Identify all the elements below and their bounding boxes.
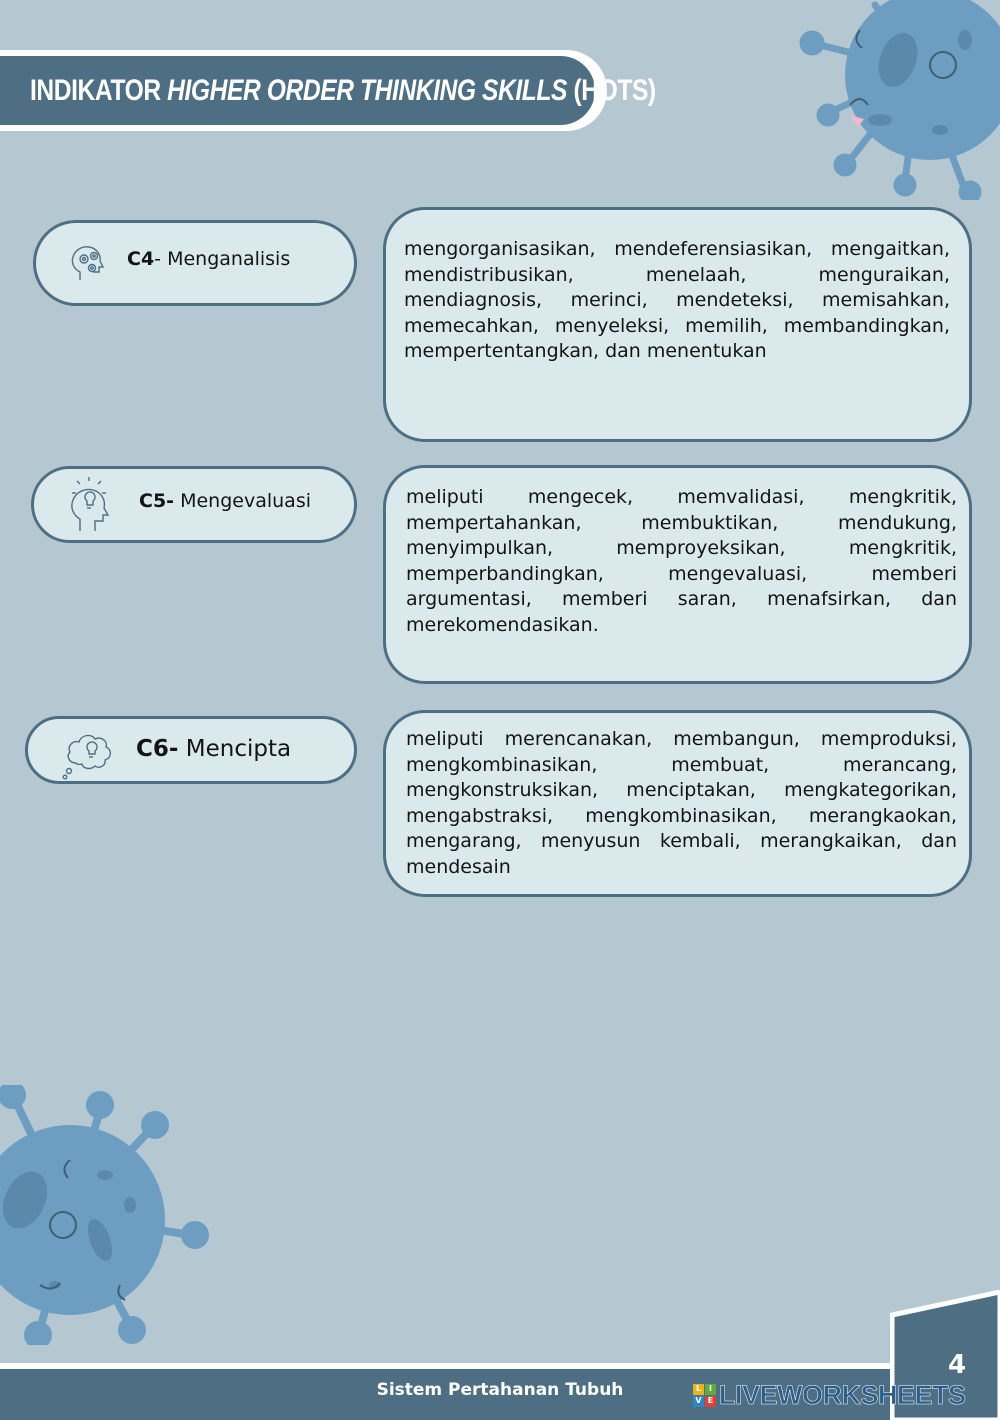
head-gears-icon: [68, 244, 108, 284]
level-code-c4: C4: [127, 248, 155, 270]
level-pill-c5: [31, 466, 357, 543]
page-number: 4: [947, 1350, 967, 1380]
page-title-italic: HIGHER ORDER THINKING SKILLS: [167, 73, 568, 107]
idea-cloud-icon: [62, 727, 120, 781]
footer-title: Sistem Pertahanan Tubuh: [376, 1380, 624, 1400]
head-lightbulb-icon: [66, 475, 110, 535]
level-pill-c6: [25, 716, 357, 784]
level-pill-c4: [33, 220, 357, 306]
description-c4: mengorganisasikan, mendeferensiasikan, mengaitkan, mendistribusikan, menelaah, menguraikan, mendiagnosis, merinci, mendeteksi, memisahkan, memecahkan, menyeleksi, memilih, membandingkan, mempertentangkan, dan menentukan: [404, 238, 950, 362]
title-banner: [0, 50, 656, 131]
description-c6: meliputi merencanakan, membangun, memproduksi, mengkombinasikan, membuat, merancang, mengkonstruksikan, menciptakan, mengkategorikan, mengabstraksi, mengkombinasikan, merangkaokan, mengarang, menyusun kembali, merangkaikan, dan mendesain: [406, 728, 957, 878]
liveworksheets-logo-icon: L I V E: [693, 1384, 716, 1407]
description-c5: meliputi mengecek, memvalidasi, mengkritik, mempertahankan, membuktikan, mendukung, menyimpulkan, memproyeksikan, mengkritik, memperbandingkan, mengevaluasi, memberi argumentasi, memberi saran, menafsirkan, dan merekomendasikan.: [406, 486, 957, 636]
level-name-c4: - Menganalisis: [154, 248, 291, 270]
virus-decoration-bottom-left: [0, 1085, 210, 1345]
virus-decoration-top-right: [790, 0, 1000, 200]
description-box-c6: [383, 710, 972, 897]
description-box-c5: [383, 465, 972, 684]
description-box-c4: [383, 207, 972, 442]
level-name-c6: Mencipta: [178, 736, 292, 762]
level-code-c6: C6-: [136, 736, 179, 762]
level-code-c5: C5-: [139, 490, 175, 512]
page-title: INDIKATOR HIGHER ORDER THINKING SKILLS (HOTS): [30, 73, 656, 107]
liveworksheets-text: LIVEWORKSHEETS: [719, 1379, 966, 1410]
liveworksheets-watermark: [693, 1381, 966, 1409]
level-name-c5: Mengevaluasi: [174, 490, 312, 512]
